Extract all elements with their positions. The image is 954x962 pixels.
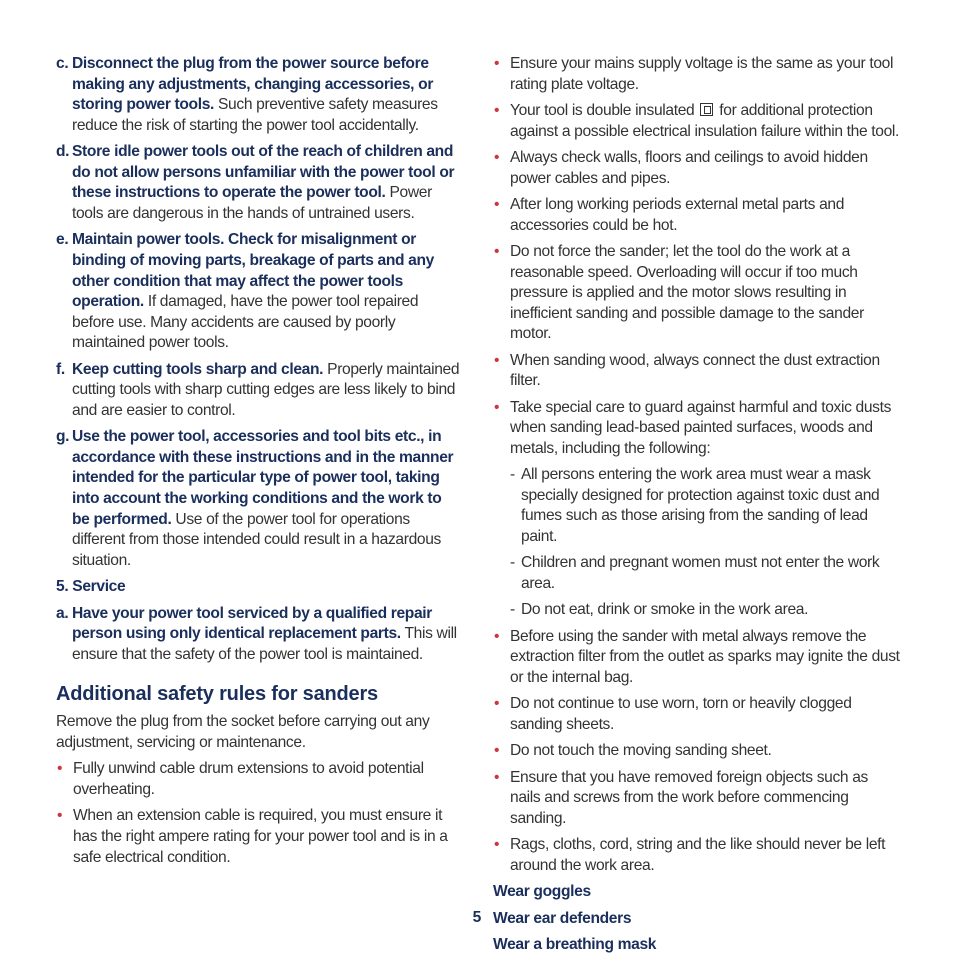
- ppe-ear-defenders: Wear ear defenders: [493, 909, 632, 927]
- bullet-item: [493, 694, 901, 735]
- bullet-item: [56, 806, 462, 868]
- rule-bold-text: Use the power tool, accessories and tool bits etc., in accordance with these instructions and in the manner intended for the particular type of power tool, taking into account the working conditions and the work to be performed.: [72, 428, 454, 528]
- bullet-text: for additional protection against a possible electrical insulation failure within the tool.: [510, 101, 899, 140]
- bullet-text: After long working periods external metal parts and accessories could be hot.: [510, 195, 845, 234]
- bullet-text: When an extension cable is required, you must ensure it has the right ampere rating for your power tool and is in a safe electrical condition.: [73, 807, 448, 866]
- dash-mark: -: [510, 601, 515, 619]
- bullet-text: Fully unwind cable drum extensions to avoid potential overheating.: [73, 760, 424, 798]
- bullet-dot: •: [494, 195, 500, 213]
- bullet-text: Take special care to guard against harmful and toxic dusts when sanding lead-based painted surfaces, woods and metals, including the following:: [510, 398, 892, 457]
- rule-text: This will ensure that the safety of the power tool is maintained.: [72, 625, 457, 663]
- dash-text: All persons entering the work area must wear a mask specially designed for protection against toxic dust and fumes such as those arising from the sanding of lead paint.: [521, 466, 880, 546]
- service-heading: 5. Service: [56, 578, 126, 596]
- rule-bold-text: Keep cutting tools sharp and clean.: [72, 360, 324, 378]
- bullet-dot: •: [494, 742, 500, 760]
- bullet-item: [493, 835, 901, 876]
- bullet-item: [493, 627, 901, 689]
- bullet-text: Do not force the sander; let the tool do the work at a reasonable speed. Overloading will occur if too much pressure is applied and the motor slows resulting in inefficient sanding and possible damage to the sander motor.: [510, 242, 864, 343]
- dash-mark: -: [510, 466, 515, 484]
- bullet-item: [493, 351, 901, 392]
- safety-rule-d: [56, 142, 462, 224]
- bullet-text: Do not continue to use worn, torn or heavily clogged sanding sheets.: [510, 695, 852, 733]
- bullet-dot: •: [494, 101, 500, 119]
- bullet-item: [493, 195, 901, 236]
- bullet-text: Do not touch the moving sanding sheet.: [510, 742, 772, 760]
- bullet-text: Ensure your mains supply voltage is the same as your tool rating plate voltage.: [510, 55, 894, 93]
- bullet-item: [493, 242, 901, 345]
- ppe-breathing-mask: Wear a breathing mask: [493, 936, 657, 954]
- bullet-dot: •: [494, 627, 500, 645]
- rule-label: f.: [56, 360, 65, 378]
- rule-bold-text: Disconnect the plug from the power source before making any adjustments, changing accessories, or storing power tools.: [72, 55, 434, 114]
- rule-text: Such preventive safety measures reduce the risk of starting the power tool accidentally.: [72, 96, 438, 134]
- bullet-item: [493, 741, 901, 762]
- left-column: [56, 54, 462, 874]
- safety-rule-g: [56, 427, 462, 571]
- bullet-dot: •: [494, 695, 500, 713]
- dash-item: [493, 553, 901, 594]
- right-column: [493, 54, 901, 962]
- bullet-dot: •: [57, 760, 63, 778]
- section-heading: Additional safety rules for sanders: [56, 683, 378, 706]
- bullet-text: Your tool is double insulated: [510, 101, 699, 119]
- double-insulation-icon: [700, 103, 713, 116]
- bullet-dot: •: [494, 836, 500, 854]
- bullet-text: Ensure that you have removed foreign objects such as nails and screws from the work before commencing sanding.: [510, 768, 868, 827]
- bullet-item: [493, 148, 901, 189]
- rule-label: d.: [56, 143, 70, 161]
- bullet-dot: •: [494, 148, 500, 166]
- bullet-item: [493, 398, 901, 460]
- rule-bold-text: Maintain power tools. Check for misalignment or binding of moving parts, breakage of parts and any other condition that may affect the power tools operation.: [72, 231, 435, 311]
- rule-label: c.: [56, 55, 69, 72]
- dash-item: [493, 600, 901, 621]
- ppe-goggles: Wear goggles: [493, 883, 591, 901]
- bullet-item-double-insulated: [493, 101, 901, 142]
- dash-item: [493, 465, 901, 547]
- intro-paragraph: Remove the plug from the socket before carrying out any adjustment, servicing or maintenance.: [56, 713, 430, 751]
- rule-bold-text: Have your power tool serviced by a qualified repair person using only identical replacement parts.: [72, 604, 432, 643]
- rule-bold-text: Store idle power tools out of the reach of children and do not allow persons unfamiliar with the power tool or these instructions to operate the power tool.: [72, 143, 455, 202]
- safety-rule-c: [56, 54, 462, 136]
- rule-text: If damaged, have the power tool repaired before use. Many accidents are caused by poorly maintained power tools.: [72, 293, 419, 352]
- rule-text: Power tools are dangerous in the hands of untrained users.: [72, 184, 432, 222]
- service-rule-a: [56, 604, 462, 666]
- dash-mark: -: [510, 554, 515, 572]
- bullet-text: When sanding wood, always connect the dust extraction filter.: [510, 351, 880, 390]
- bullet-dot: •: [494, 768, 500, 786]
- bullet-dot: •: [494, 55, 500, 72]
- safety-rule-e: [56, 230, 462, 354]
- bullet-text: Always check walls, floors and ceilings to avoid hidden power cables and pipes.: [510, 148, 868, 187]
- bullet-text: Rags, cloths, cord, string and the like should never be left around the work area.: [510, 836, 886, 874]
- rule-label: e.: [56, 231, 69, 249]
- bullet-item: [56, 759, 462, 800]
- bullet-dot: •: [494, 351, 500, 369]
- bullet-dot: •: [494, 242, 500, 260]
- dash-text: Do not eat, drink or smoke in the work area.: [521, 601, 809, 619]
- rule-text: Properly maintained cutting tools with sharp cutting edges are less likely to bind and are easier to control.: [72, 360, 460, 419]
- bullet-dot: •: [494, 398, 500, 416]
- rule-label: g.: [56, 428, 70, 446]
- rule-text: Use of the power tool for operations different from those intended could result in a hazardous situation.: [72, 510, 441, 569]
- page-number: 5: [472, 909, 482, 926]
- bullet-text: Before using the sander with metal always remove the extraction filter from the outlet as sparks may ignite the dust or the internal bag.: [510, 627, 900, 686]
- safety-rule-f: [56, 360, 462, 422]
- bullet-item: [493, 768, 901, 830]
- rule-label: a.: [56, 604, 69, 622]
- dash-text: Children and pregnant women must not enter the work area.: [521, 554, 880, 593]
- bullet-dot: •: [57, 807, 63, 825]
- bullet-item: [493, 54, 901, 95]
